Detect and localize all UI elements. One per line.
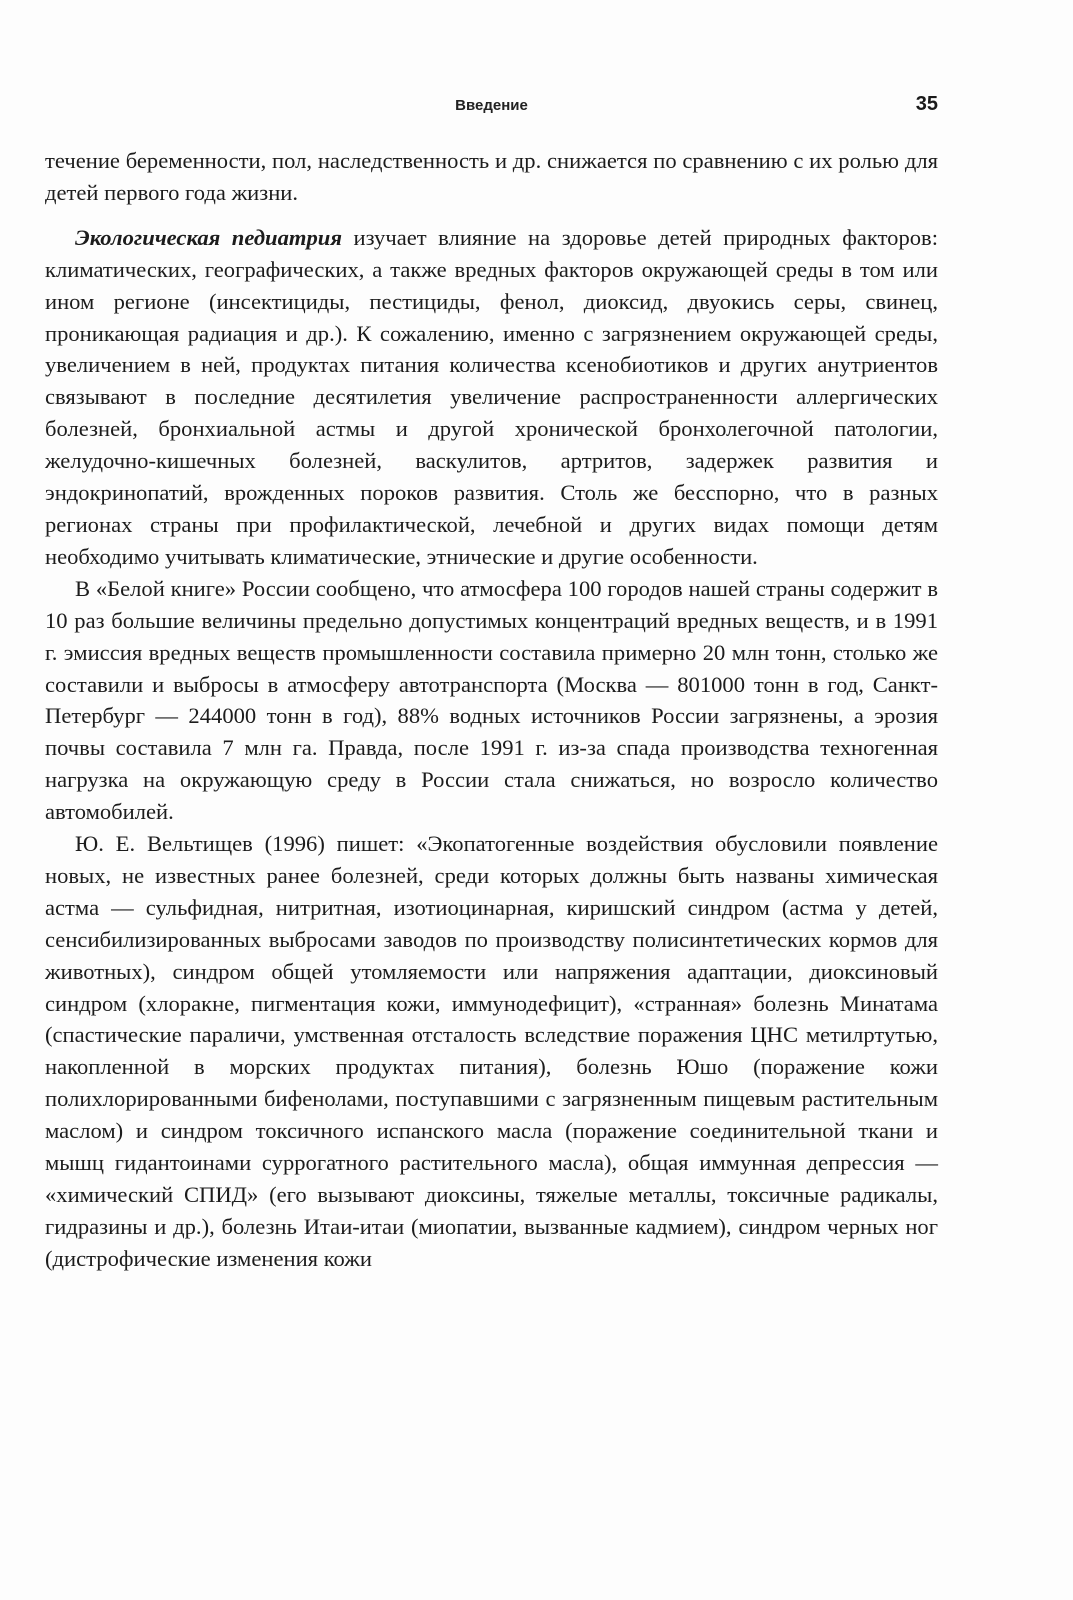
paragraph-veltischev-quote: Ю. Е. Вельтищев (1996) пишет: «Экопатогенные воздействия обусловили появление новых, не известных ранее болезней, среди которых должны быть названы химическая астма — сульфидная, нитритная, изотиоцинарная, киришский синдром (астма у детей, сенсибилизированных выбросами заводов по производству полисинтетических кормов для животных), синдром общей утомляемости или напряжения адаптации, диоксиновый синдром (хлоракне, пигментация кожи, иммунодефицит), «странная» болезнь Минатама (спастические параличи, умственная отсталость вследствие поражения ЦНС метилртутью, накопленной в морских продуктах питания), болезнь Юшо (поражение кожи полихлорированными бифенолами, поступавшими с загрязненным пищевым растительным маслом) и синдром токсичного испанского масла (поражение соединительной ткани и мышц гидантоинами суррогатного растительного масла), общая иммунная депрессия — «химический СПИД» (его вызывают диоксины, тяжелые металлы, токсичные радикалы, гидразины и др.), болезнь Итаи-итаи (миопатии, вызванные кадмием), синдром черных ног (дистрофические изменения кожи [45, 831, 938, 1271]
paragraph-continuation: течение беременности, пол, наследственность и др. снижается по сравнению с их ролью для детей первого года жизни. [45, 148, 938, 205]
paragraph-ecological-pediatrics-text: изучает влияние на здоровье детей природных факторов: климатических, географических, а также вредных факторов окружающей среды в том или ином регионе (инсектициды, пестициды, фенол, диоксид, двуокись серы, свинец, проникающая радиация и др.). К сожалению, именно с загрязнением окружающей среды, увеличением в ней, продуктах питания количества ксенобиотиков и других анутриентов связывают в последние десятилетия увеличение распространенности аллергических болезней, бронхиальной астмы и другой хронической бронхолегочной патологии, желудочно-кишечных болезней, васкулитов, артритов, задержек развития и эндокринопатий, врожденных пороков развития. Столь же бесспорно, что в разных регионах страны при профилактической, лечебной и других видах помощи детям необходимо учитывать климатические, этнические и другие особенности. [45, 224, 938, 569]
page-header [45, 93, 938, 119]
running-head: Введение [455, 97, 528, 114]
body-text [45, 145, 938, 1275]
term-ecological-pediatrics: Экологическая педиатрия [75, 224, 342, 250]
paragraph-white-book: В «Белой книге» России сообщено, что атмосфера 100 городов нашей страны содержит в 10 раз большие величины предельно допустимых концентраций вредных веществ, и в 1991 г. эмиссия вредных веществ промышленности составила примерно 20 млн тонн, столько же составили и выбросы в атмосферу автотранспорта (Москва — 801000 тонн в год, Санкт-Петербург — 244000 тонн в год), 88% водных источников России загрязнены, а эрозия почвы составила 7 млн га. Правда, после 1991 г. из-за спада производства техногенная нагрузка на окружающую среду в России стала снижаться, но возросло количество автомобилей. [45, 575, 938, 825]
paragraph-ecological-pediatrics [45, 222, 938, 573]
page-number: 35 [915, 93, 938, 115]
